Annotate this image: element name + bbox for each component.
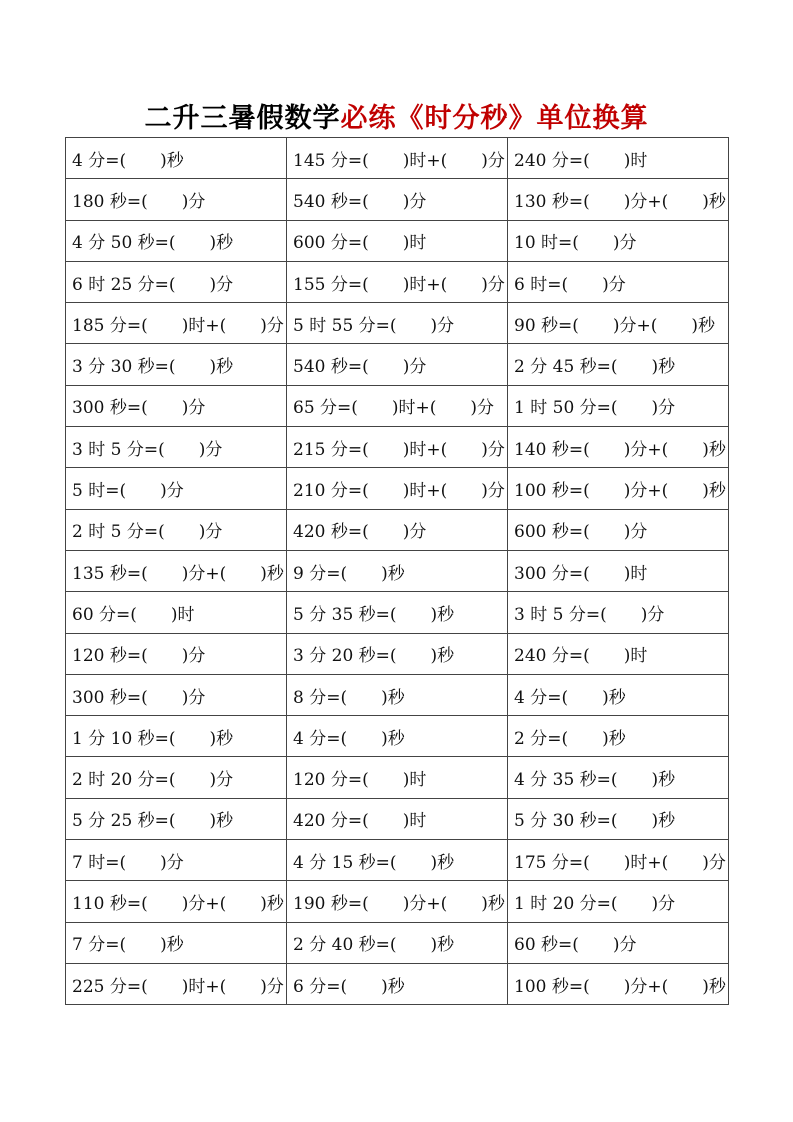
exercise-cell: 190 秒=( )分+( )秒 xyxy=(287,881,508,922)
table-row xyxy=(66,550,729,591)
exercise-cell: 6 分=( )秒 xyxy=(287,963,508,1004)
exercise-cell: 3 时 5 分=( )分 xyxy=(508,592,729,633)
table-row xyxy=(66,344,729,385)
exercise-cell: 100 秒=( )分+( )秒 xyxy=(508,468,729,509)
exercise-table-body xyxy=(66,138,729,1005)
exercise-cell: 120 秒=( )分 xyxy=(66,633,287,674)
exercise-cell: 215 分=( )时+( )分 xyxy=(287,427,508,468)
exercise-cell: 2 分 45 秒=( )秒 xyxy=(508,344,729,385)
table-row xyxy=(66,881,729,922)
exercise-cell: 9 分=( )秒 xyxy=(287,550,508,591)
exercise-cell: 4 分 35 秒=( )秒 xyxy=(508,757,729,798)
exercise-cell: 7 分=( )秒 xyxy=(66,922,287,963)
exercise-cell: 140 秒=( )分+( )秒 xyxy=(508,427,729,468)
table-row xyxy=(66,385,729,426)
exercise-cell: 60 分=( )时 xyxy=(66,592,287,633)
exercise-cell: 600 秒=( )分 xyxy=(508,509,729,550)
table-row xyxy=(66,179,729,220)
exercise-cell: 5 分 25 秒=( )秒 xyxy=(66,798,287,839)
exercise-cell: 4 分=( )秒 xyxy=(287,716,508,757)
exercise-cell: 65 分=( )时+( )分 xyxy=(287,385,508,426)
exercise-cell: 4 分 50 秒=( )秒 xyxy=(66,220,287,261)
exercise-cell: 1 分 10 秒=( )秒 xyxy=(66,716,287,757)
exercise-cell: 1 时 20 分=( )分 xyxy=(508,881,729,922)
exercise-cell: 7 时=( )分 xyxy=(66,840,287,881)
table-row xyxy=(66,427,729,468)
exercise-cell: 3 分 20 秒=( )秒 xyxy=(287,633,508,674)
exercise-cell: 5 分 35 秒=( )秒 xyxy=(287,592,508,633)
table-row xyxy=(66,840,729,881)
exercise-cell: 6 时=( )分 xyxy=(508,261,729,302)
table-row xyxy=(66,798,729,839)
title-main: 二升三暑假数学 xyxy=(144,103,341,134)
exercise-cell: 2 分=( )秒 xyxy=(508,716,729,757)
exercise-cell: 2 分 40 秒=( )秒 xyxy=(287,922,508,963)
table-row xyxy=(66,468,729,509)
table-row xyxy=(66,922,729,963)
exercise-cell: 5 时 55 分=( )分 xyxy=(287,303,508,344)
exercise-cell: 210 分=( )时+( )分 xyxy=(287,468,508,509)
exercise-cell: 180 秒=( )分 xyxy=(66,179,287,220)
exercise-cell: 420 秒=( )分 xyxy=(287,509,508,550)
exercise-cell: 240 分=( )时 xyxy=(508,138,729,179)
exercise-cell: 100 秒=( )分+( )秒 xyxy=(508,963,729,1004)
exercise-cell: 145 分=( )时+( )分 xyxy=(287,138,508,179)
table-row xyxy=(66,509,729,550)
exercise-cell: 10 时=( )分 xyxy=(508,220,729,261)
exercise-cell: 60 秒=( )分 xyxy=(508,922,729,963)
exercise-cell: 240 分=( )时 xyxy=(508,633,729,674)
exercise-cell: 155 分=( )时+( )分 xyxy=(287,261,508,302)
exercise-cell: 3 分 30 秒=( )秒 xyxy=(66,344,287,385)
exercise-cell: 5 分 30 秒=( )秒 xyxy=(508,798,729,839)
exercise-cell: 300 秒=( )分 xyxy=(66,385,287,426)
exercise-cell: 3 时 5 分=( )分 xyxy=(66,427,287,468)
table-row xyxy=(66,963,729,1004)
title-highlight: 必练《时分秒》单位换算 xyxy=(340,103,649,134)
exercise-cell: 540 秒=( )分 xyxy=(287,179,508,220)
exercise-cell: 540 秒=( )分 xyxy=(287,344,508,385)
exercise-cell: 6 时 25 分=( )分 xyxy=(66,261,287,302)
exercise-cell: 130 秒=( )分+( )秒 xyxy=(508,179,729,220)
table-row xyxy=(66,592,729,633)
exercise-cell: 2 时 20 分=( )分 xyxy=(66,757,287,798)
exercise-cell: 600 分=( )时 xyxy=(287,220,508,261)
table-row xyxy=(66,674,729,715)
exercise-cell: 300 分=( )时 xyxy=(508,550,729,591)
table-row xyxy=(66,138,729,179)
exercise-cell: 185 分=( )时+( )分 xyxy=(66,303,287,344)
exercise-cell: 90 秒=( )分+( )秒 xyxy=(508,303,729,344)
table-row xyxy=(66,220,729,261)
exercise-cell: 300 秒=( )分 xyxy=(66,674,287,715)
exercise-cell: 110 秒=( )分+( )秒 xyxy=(66,881,287,922)
exercise-cell: 8 分=( )秒 xyxy=(287,674,508,715)
table-row xyxy=(66,633,729,674)
table-row xyxy=(66,716,729,757)
exercise-cell: 4 分=( )秒 xyxy=(66,138,287,179)
table-row xyxy=(66,757,729,798)
exercise-cell: 4 分 15 秒=( )秒 xyxy=(287,840,508,881)
exercise-cell: 420 分=( )时 xyxy=(287,798,508,839)
table-row xyxy=(66,303,729,344)
exercise-cell: 4 分=( )秒 xyxy=(508,674,729,715)
exercise-table xyxy=(65,137,729,1005)
exercise-cell: 1 时 50 分=( )分 xyxy=(508,385,729,426)
exercise-cell: 5 时=( )分 xyxy=(66,468,287,509)
exercise-cell: 175 分=( )时+( )分 xyxy=(508,840,729,881)
exercise-cell: 135 秒=( )分+( )秒 xyxy=(66,550,287,591)
exercise-cell: 225 分=( )时+( )分 xyxy=(66,963,287,1004)
exercise-cell: 2 时 5 分=( )分 xyxy=(66,509,287,550)
table-row xyxy=(66,261,729,302)
page-title xyxy=(0,96,793,135)
exercise-cell: 120 分=( )时 xyxy=(287,757,508,798)
